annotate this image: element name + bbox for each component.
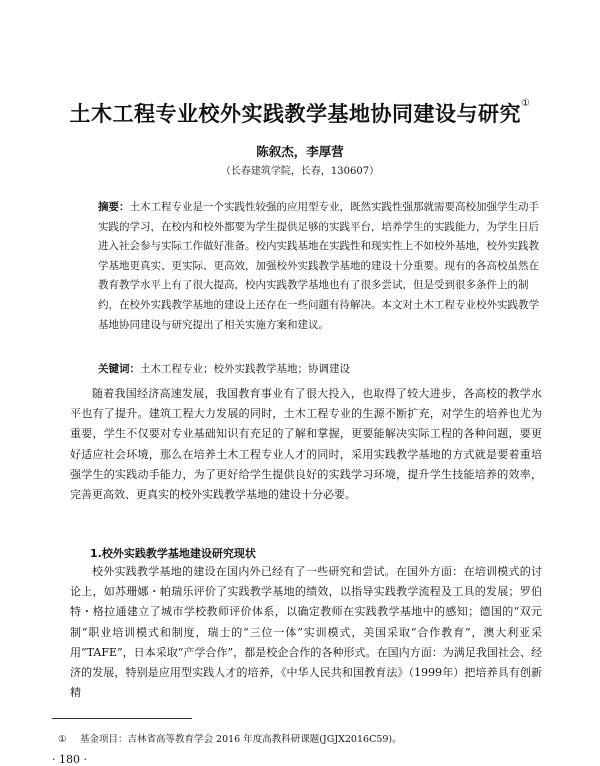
body-paragraph-intro: 随着我国经济高速发展，我国教育事业有了很大投入，也取得了较大进步，各高校的教学水平也有了提升。建筑工程大力发展的同时，土木工程专业的生源不断扩充，对学生的培养也尤为重要，学生不仅要对专业基础知识有充足的了解和掌握，更要能解决实际工程的各种问题，要更好适应社会环境，那么在培养土木工程专业人才的同时，采用实践教学基地的方式就是要着重培强学生的实践动手能力，为了更好给学生提供良好的实践学习环境，提升学生技能培养的效率，完善更高效、更真实的校外实践教学基地的建设十分必要。 bbox=[70, 387, 542, 502]
paper-title bbox=[0, 98, 600, 128]
abstract-block bbox=[98, 198, 540, 335]
footnote-mark: ① bbox=[58, 734, 67, 745]
abstract-label: 摘要： bbox=[98, 201, 130, 213]
keywords-label: 关键词： bbox=[98, 363, 140, 375]
page-number: · 180 · bbox=[52, 753, 87, 766]
footnote-text: 基金项目：吉林省高等教育学会 2016 年度高教科研课题(JGJX2016C59)。 bbox=[80, 734, 402, 745]
keywords-block bbox=[98, 361, 540, 376]
affiliation: （长春建筑学院，长春，130607） bbox=[220, 166, 380, 177]
footnote bbox=[58, 731, 402, 745]
title-footnote-mark: ① bbox=[521, 98, 531, 109]
keywords-text: 土木工程专业；校外实践教学基地；协调建设 bbox=[140, 363, 350, 375]
author-list: 陈叙杰，李厚营 bbox=[256, 144, 344, 159]
body-paragraph-status: 校外实践教学基地的建设在国内外已经有了一些研究和尝试。在国外方面：在培训模式的讨论上，如苏珊娜・帕瑞乐评价了实践教学基地的绩效，以指导实践教学流程及工具的发展；罗伯特・格拉通建立了城市学校教师评价体系，以确定教师在实践教学基地中的感知；德国的“双元制”职业培训模式和制度，瑞士的“三位一体”实训模式，美国采取“合作教育”，澳大利亚采用“TAFE”，日本采取“产学合作”，都是校企合作的各种形式。在国内方面：为满足我国社会、经济的发展，特别是应用型实践人才的培养，《中华人民共和国教育法》（1999年）把培养具有创新精 bbox=[70, 565, 542, 700]
title-text: 土木工程专业校外实践教学基地协同建设与研究 bbox=[69, 102, 522, 126]
abstract-text: 土木工程专业是一个实践性较强的应用型专业，既然实践性强那就需要高校加强学生动手实践的学习，在校内和校外都要为学生提供足够的实践平台，培养学生的实践能力，为学生日后进入社会参与实际工作做好准备。校内实践基地在实践性和现实性上不如校外基地，校外实践教学基地更真实、更实际、更高效，加强校外实践教学基地的建设十分重要。现有的各高校虽然在教育教学水平上有了很大提高，校内实践教学基地也有了很多尝试，但是受到很多条件上的制约，在校外实践教学基地的建设上还存在一些问题有待解决。本文对土木工程专业校外实践教学基地协同建设与研究提出了相关实施方案和建议。 bbox=[98, 201, 539, 331]
section-heading: 1.校外实践教学基地建设研究现状 bbox=[90, 547, 256, 560]
footnote-divider bbox=[52, 718, 192, 719]
